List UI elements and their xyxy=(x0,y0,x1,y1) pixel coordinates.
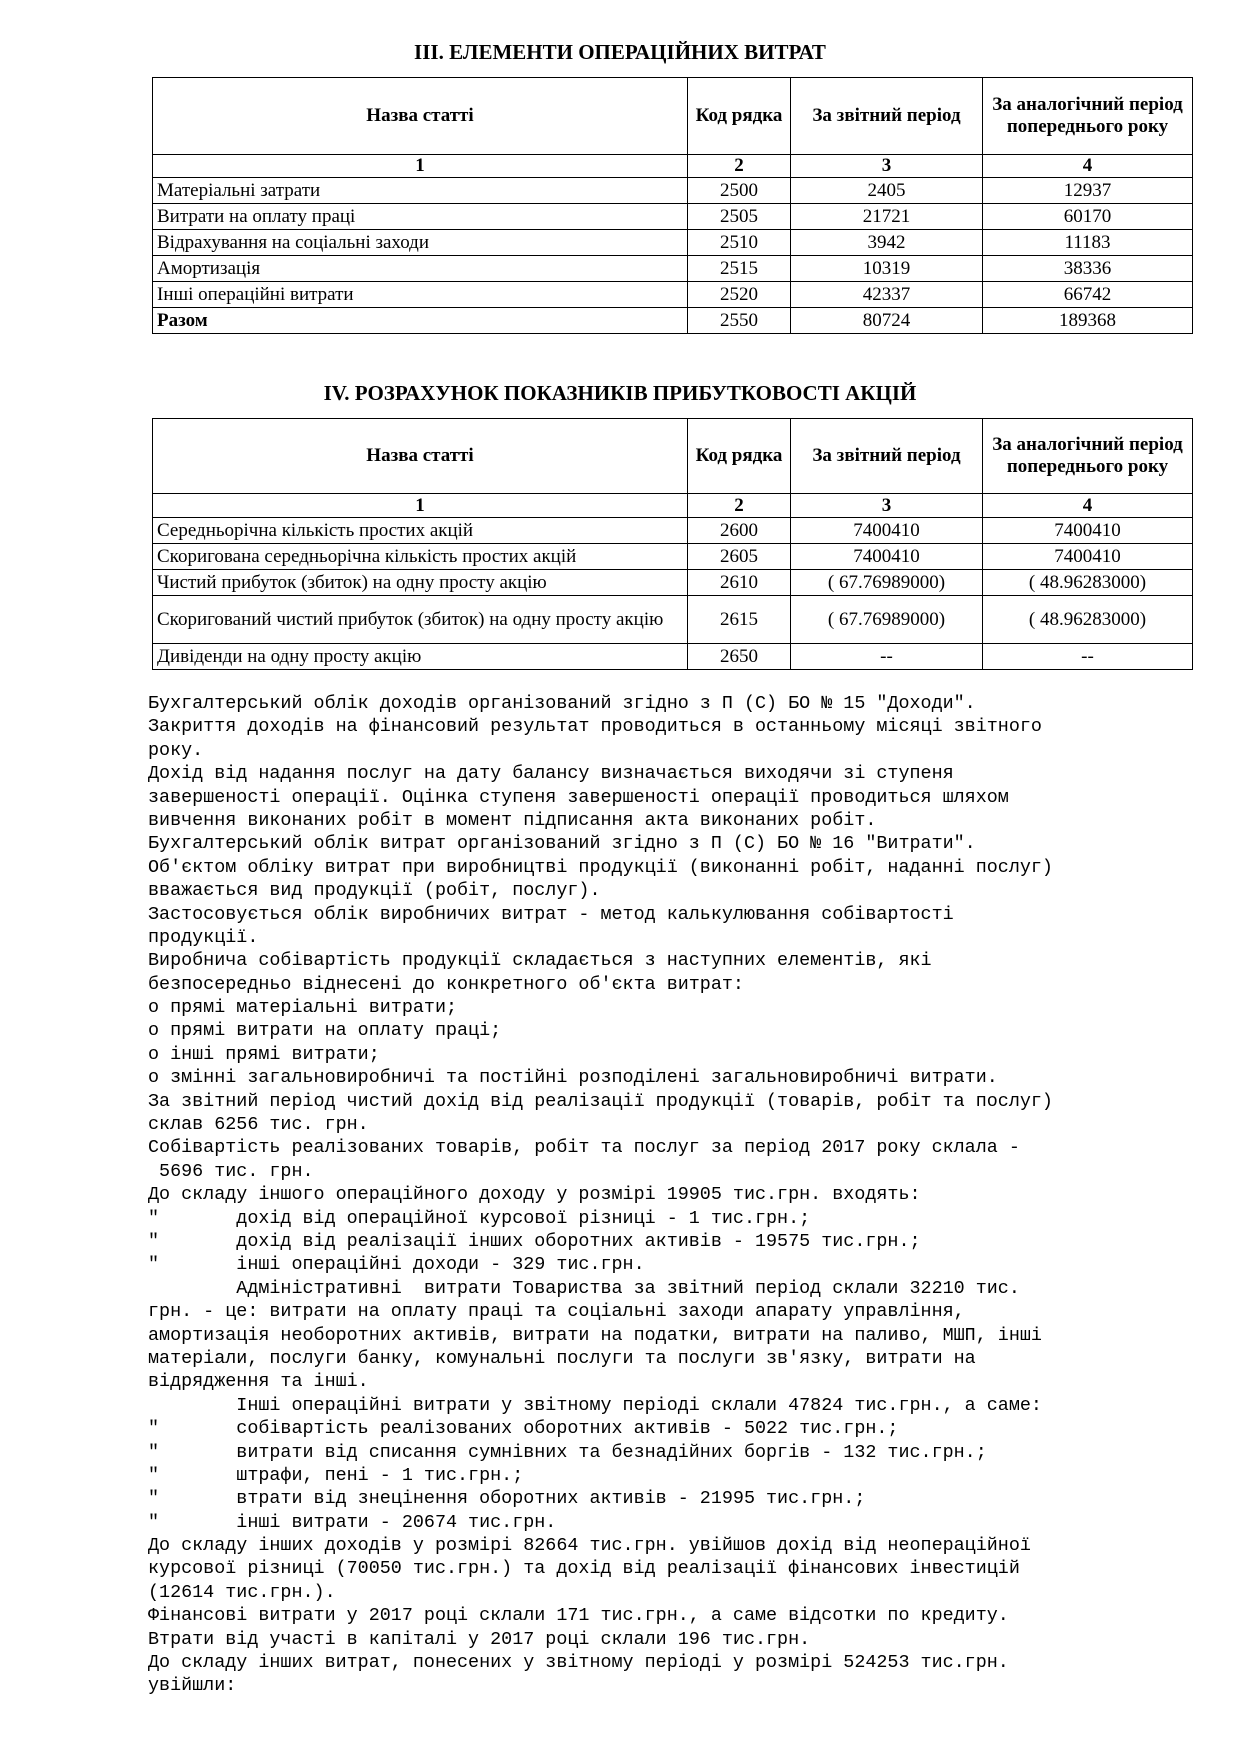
col-number: 3 xyxy=(791,155,983,178)
header-current-period: За звітний період xyxy=(791,419,983,494)
row-previous: 66742 xyxy=(983,282,1193,308)
total-row xyxy=(153,308,1193,334)
row-code: 2520 xyxy=(688,282,791,308)
notes-line: Інші операційні витрати у звітному періоді склали 47824 тис.грн., а саме: xyxy=(148,1394,1042,1416)
col-number: 4 xyxy=(983,155,1193,178)
row-current: 42337 xyxy=(791,282,983,308)
notes-line: Адміністративні витрати Товариства за звітний період склали 32210 тис. xyxy=(148,1277,1020,1299)
share-profitability-table xyxy=(152,418,1193,670)
col-number: 2 xyxy=(688,155,791,178)
notes-text xyxy=(148,692,1208,1698)
notes-line: Фінансові витрати у 2017 році склали 171 тис.грн., а саме відсотки по кредиту. xyxy=(148,1605,1009,1627)
notes-line: o змінні загальновиробничі та постійні розподілені загальновиробничі витрати. xyxy=(148,1067,998,1089)
table-row xyxy=(153,644,1193,670)
notes-line: " дохід від реалізації інших оборотних активів - 19575 тис.грн.; xyxy=(148,1230,921,1252)
notes-line: Об'єктом обліку витрат при виробництві продукції (виконанні робіт, наданні послуг) xyxy=(148,856,1053,878)
row-current: 7400410 xyxy=(791,518,983,544)
notes-line: (12614 тис.грн.). xyxy=(148,1581,336,1603)
notes-line: " інші витрати - 20674 тис.грн. xyxy=(148,1511,557,1533)
notes-line: Втрати від участі в капіталі у 2017 році склали 196 тис.грн. xyxy=(148,1628,811,1650)
table-row xyxy=(153,178,1193,204)
notes-line: вважається вид продукції (робіт, послуг). xyxy=(148,880,601,902)
column-number-row xyxy=(153,155,1193,178)
notes-line: завершеності операції. Оцінка ступеня завершеності операції проводиться шляхом xyxy=(148,786,1009,808)
header-item-name: Назва статті xyxy=(153,419,688,494)
row-code: 2500 xyxy=(688,178,791,204)
row-current: 3942 xyxy=(791,230,983,256)
notes-line: " втрати від знецінення оборотних активів - 21995 тис.грн.; xyxy=(148,1488,866,1510)
row-name: Витрати на оплату праці xyxy=(153,204,688,230)
notes-line: " витрати від списання сумнівних та безнадійних боргів - 132 тис.грн.; xyxy=(148,1441,987,1463)
table-row xyxy=(153,282,1193,308)
row-previous: 7400410 xyxy=(983,544,1193,570)
notes-line: грн. - це: витрати на оплату праці та соціальні заходи апарату управління, xyxy=(148,1301,965,1323)
row-name: Разом xyxy=(153,308,688,334)
row-code: 2515 xyxy=(688,256,791,282)
row-previous: ( 48.96283000) xyxy=(983,570,1193,596)
row-current: 10319 xyxy=(791,256,983,282)
row-previous: 189368 xyxy=(983,308,1193,334)
notes-line: Собівартість реалізованих товарів, робіт та послуг за період 2017 року склала - xyxy=(148,1137,1020,1159)
row-code: 2605 xyxy=(688,544,791,570)
header-row-code: Код рядка xyxy=(688,419,791,494)
row-current: 7400410 xyxy=(791,544,983,570)
row-code: 2610 xyxy=(688,570,791,596)
column-number-row xyxy=(153,494,1193,518)
row-current: ( 67.76989000) xyxy=(791,596,983,644)
header-previous-period: За аналогічний період попереднього року xyxy=(983,78,1193,155)
notes-line: матеріали, послуги банку, комунальні послуги та послуги зв'язку, витрати на xyxy=(148,1347,976,1369)
col-number: 2 xyxy=(688,494,791,518)
table-row xyxy=(153,518,1193,544)
notes-line: продукції. xyxy=(148,926,259,948)
table-header-row xyxy=(153,78,1193,155)
notes-line: До складу інших витрат, понесених у звітному періоді у розмірі 524253 тис.грн. xyxy=(148,1652,1009,1674)
notes-line: За звітний період чистий дохід від реалізації продукції (товарів, робіт та послуг) xyxy=(148,1090,1053,1112)
row-name: Скоригована середньорічна кількість простих акцій xyxy=(153,544,688,570)
notes-line: відрядження та інші. xyxy=(148,1371,369,1393)
notes-line: Бухгалтерський облік витрат організований згідно з П (С) БО № 16 "Витрати". xyxy=(148,833,976,855)
header-previous-period: За аналогічний період попереднього року xyxy=(983,419,1193,494)
notes-line: Закриття доходів на фінансовий результат проводиться в останньому місяці звітного xyxy=(148,716,1042,738)
notes-line: вивчення виконаних робіт в момент підписання акта виконаних робіт. xyxy=(148,809,877,831)
row-previous: 7400410 xyxy=(983,518,1193,544)
notes-line: 5696 тис. грн. xyxy=(148,1160,314,1182)
section3-title: III. ЕЛЕМЕНТИ ОПЕРАЦІЙНИХ ВИТРАТ xyxy=(414,40,826,64)
notes-line: Виробнича собівартість продукції складається з наступних елементів, які xyxy=(148,950,932,972)
row-name: Відрахування на соціальні заходи xyxy=(153,230,688,256)
notes-line: увійшли: xyxy=(148,1675,237,1697)
row-current: 2405 xyxy=(791,178,983,204)
table-row xyxy=(153,204,1193,230)
table-row xyxy=(153,256,1193,282)
col-number: 3 xyxy=(791,494,983,518)
row-current: ( 67.76989000) xyxy=(791,570,983,596)
row-code: 2650 xyxy=(688,644,791,670)
table-header-row xyxy=(153,419,1193,494)
notes-line: Дохід від надання послуг на дату балансу визначається виходячи зі ступеня xyxy=(148,763,954,785)
row-code: 2600 xyxy=(688,518,791,544)
col-number: 1 xyxy=(153,155,688,178)
col-number: 4 xyxy=(983,494,1193,518)
operating-costs-table xyxy=(152,77,1193,334)
row-name: Чистий прибуток (збиток) на одну просту акцію xyxy=(153,570,688,596)
row-name: Середньорічна кількість простих акцій xyxy=(153,518,688,544)
header-row-code: Код рядка xyxy=(688,78,791,155)
notes-line: o прямі матеріальні витрати; xyxy=(148,997,458,1019)
row-name: Амортизація xyxy=(153,256,688,282)
col-number: 1 xyxy=(153,494,688,518)
header-current-period: За звітний період xyxy=(791,78,983,155)
row-name: Матеріальні затрати xyxy=(153,178,688,204)
notes-line: " штрафи, пені - 1 тис.грн.; xyxy=(148,1464,524,1486)
table-row xyxy=(153,570,1193,596)
table-row xyxy=(153,544,1193,570)
row-previous: ( 48.96283000) xyxy=(983,596,1193,644)
table-row xyxy=(153,230,1193,256)
row-code: 2510 xyxy=(688,230,791,256)
row-current: -- xyxy=(791,644,983,670)
notes-line: склав 6256 тис. грн. xyxy=(148,1114,369,1136)
notes-line: " дохід від операційної курсової різниці - 1 тис.грн.; xyxy=(148,1207,811,1229)
notes-line: o інші прямі витрати; xyxy=(148,1043,380,1065)
row-previous: 38336 xyxy=(983,256,1193,282)
row-name: Скоригований чистий прибуток (збиток) на одну просту акцію xyxy=(153,596,688,644)
row-name: Інші операційні витрати xyxy=(153,282,688,308)
row-name: Дивіденди на одну просту акцію xyxy=(153,644,688,670)
notes-line: амортизація необоротних активів, витрати на податки, витрати на паливо, МШП, інші xyxy=(148,1324,1042,1346)
row-previous: -- xyxy=(983,644,1193,670)
row-code: 2550 xyxy=(688,308,791,334)
row-current: 21721 xyxy=(791,204,983,230)
notes-line: " собівартість реалізованих оборотних активів - 5022 тис.грн.; xyxy=(148,1418,899,1440)
notes-line: " інші операційні доходи - 329 тис.грн. xyxy=(148,1254,645,1276)
notes-line: курсової різниці (70050 тис.грн.) та дохід від реалізації фінансових інвестицій xyxy=(148,1558,1020,1580)
notes-line: o прямі витрати на оплату праці; xyxy=(148,1020,502,1042)
row-previous: 11183 xyxy=(983,230,1193,256)
notes-line: безпосередньо віднесені до конкретного об'єкта витрат: xyxy=(148,973,744,995)
notes-line: До складу іншого операційного доходу у розмірі 19905 тис.грн. входять: xyxy=(148,1184,921,1206)
notes-line: Бухгалтерський облік доходів організований згідно з П (С) БО № 15 "Доходи". xyxy=(148,693,976,714)
table-row xyxy=(153,596,1193,644)
notes-line: До складу інших доходів у розмірі 82664 тис.грн. увійшов дохід від неопераційної xyxy=(148,1535,1031,1557)
row-previous: 12937 xyxy=(983,178,1193,204)
section4-title: IV. РОЗРАХУНОК ПОКАЗНИКІВ ПРИБУТКОВОСТІ АКЦІЙ xyxy=(323,381,917,405)
header-item-name: Назва статті xyxy=(153,78,688,155)
row-previous: 60170 xyxy=(983,204,1193,230)
notes-line: Застосовується облік виробничих витрат - метод калькулювання собівартості xyxy=(148,903,954,925)
row-code: 2505 xyxy=(688,204,791,230)
row-current: 80724 xyxy=(791,308,983,334)
notes-line: року. xyxy=(148,739,204,761)
row-code: 2615 xyxy=(688,596,791,644)
